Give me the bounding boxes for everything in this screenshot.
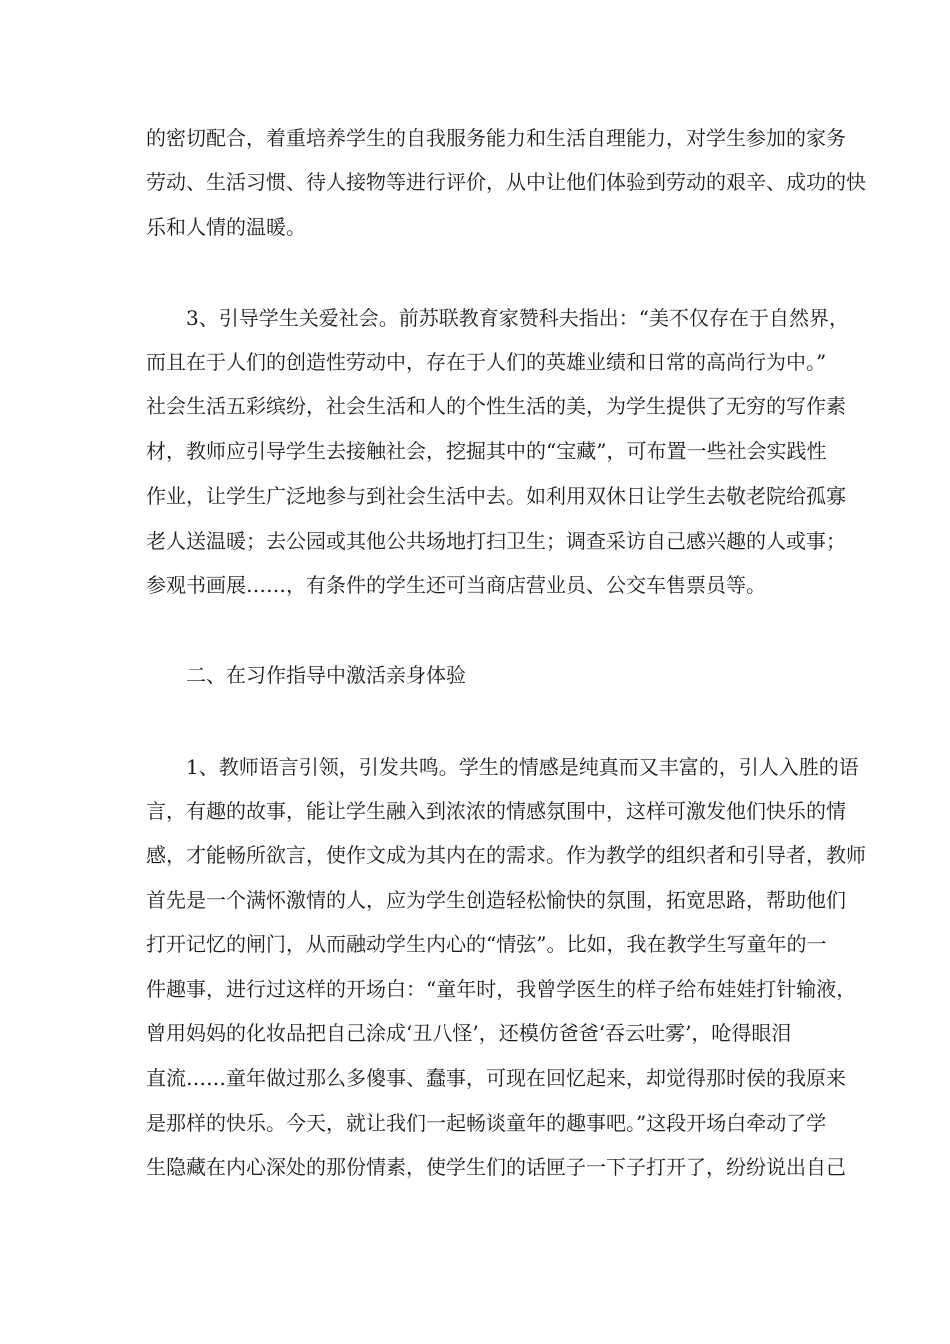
text-line: 参观书画展……，有条件的学生还可当商店营业员、公交车售票员等。 [146,573,766,597]
text-line: 件趣事，进行过这样的开场白：“童年时，我曾学医生的样子给布娃娃打针输液， [146,977,857,1001]
text-line: 的密切配合，着重培养学生的自我服务能力和生活自理能力，对学生参加的家务 [146,126,846,150]
text-line: 材，教师应引导学生去接触社会，挖掘其中的“宝藏”，可布置一些社会实践性 [146,439,827,463]
text-line: 曾用妈妈的化妆品把自己涂成‘丑八怪’，还模仿爸爸‘吞云吐雾’，呛得眼泪 [146,1021,792,1045]
text-line: 社会生活五彩缤纷，社会生活和人的个性生活的美，为学生提供了无穷的写作素 [146,394,846,418]
paragraph-heading: 1、教师语言引领，引发共鸣。学生的情感是纯真而又丰富的，引人入胜的语 [186,755,859,779]
text-line: 作业，让学生广泛地参与到社会生活中去。如利用双休日让学生去敬老院给孤寡 [146,484,846,508]
paragraph-heading: 3、引导学生关爱社会。前苏联教育家赞科夫指出：“美不仅存在于自然界， [186,306,849,330]
text-line: 是那样的快乐。今天，就让我们一起畅谈童年的趣事吧。”这段开场白牵动了学 [146,1111,827,1135]
text-line: 直流……童年做过那么多傻事、蠢事，可现在回忆起来，却觉得那时侯的我原来 [146,1066,846,1090]
text-line: 劳动、生活习惯、待人接物等进行评价，从中让他们体验到劳动的艰辛、成功的快 [146,170,866,194]
text-line: 而且在于人们的创造性劳动中，存在于人们的英雄业绩和日常的高尚行为中。” [146,350,827,374]
text-line: 打开记忆的闸门，从而融动学生内心的“情弦”。比如，我在教学生写童年的一 [146,932,827,956]
text-line: 首先是一个满怀激情的人，应为学生创造轻松愉快的氛围，拓宽思路，帮助他们 [146,888,846,912]
text-line: 老人送温暖；去公园或其他公共场地打扫卫生；调查采访自己感兴趣的人或事； [146,529,846,553]
text-line: 感，才能畅所欲言，使作文成为其内在的需求。作为教学的组织者和引导者，教师 [146,843,866,867]
text-line: 言，有趣的故事，能让学生融入到浓浓的情感氛围中，这样可激发他们快乐的情 [146,799,846,823]
section-heading: 二、在习作指导中激活亲身体验 [186,663,466,687]
text-line: 乐和人情的温暖。 [146,215,306,239]
text-line: 生隐藏在内心深处的那份情素，使学生们的话匣子一下子打开了，纷纷说出自己 [146,1155,846,1179]
